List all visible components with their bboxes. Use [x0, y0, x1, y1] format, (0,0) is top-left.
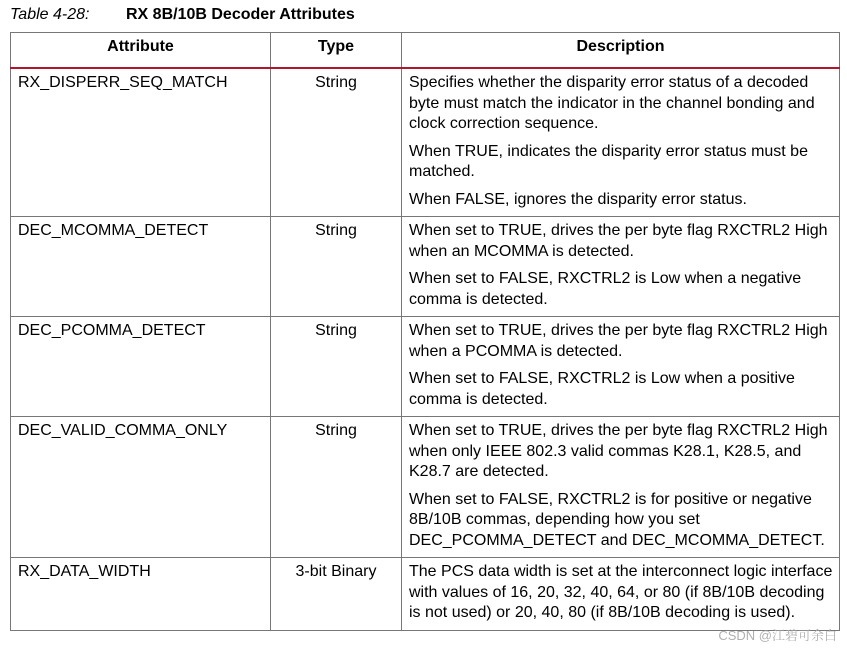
type-cell: String: [271, 68, 402, 217]
description-paragraph: When set to TRUE, drives the per byte flag RXCTRL2 High when only IEEE 802.3 valid commas K28.1, K28.5, and K28.7 are detected.: [409, 422, 828, 480]
attribute-cell: DEC_PCOMMA_DETECT: [11, 317, 271, 417]
attribute-cell: RX_DISPERR_SEQ_MATCH: [11, 68, 271, 217]
attribute-cell: DEC_VALID_COMMA_ONLY: [11, 417, 271, 558]
description-cell: [402, 68, 840, 217]
watermark-text: CSDN @江碧可余白: [718, 628, 837, 643]
description-paragraph: When set to TRUE, drives the per byte flag RXCTRL2 High when a PCOMMA is detected.: [409, 322, 828, 360]
description-cell: [402, 217, 840, 317]
type-cell: 3-bit Binary: [271, 558, 402, 631]
header-attribute: Attribute: [11, 33, 271, 69]
table-title: RX 8B/10B Decoder Attributes: [126, 6, 355, 23]
description-cell: [402, 558, 840, 631]
table-row: [11, 68, 840, 217]
description-paragraph: When set to FALSE, RXCTRL2 is Low when a positive comma is detected.: [409, 370, 795, 408]
attribute-cell: RX_DATA_WIDTH: [11, 558, 271, 631]
type-cell: String: [271, 217, 402, 317]
table-row: [11, 317, 840, 417]
table-row: [11, 558, 840, 631]
description-paragraph: The PCS data width is set at the interconnect logic interface with values of 16, 20, 32, 40, 64, or 80 (if 8B/10B decoding is not used) or 20, 40, 80 (if 8B/10B decoding is used).: [409, 563, 833, 621]
type-cell: String: [271, 417, 402, 558]
table-row: [11, 417, 840, 558]
description-paragraph: When set to FALSE, RXCTRL2 is for positive or negative 8B/10B commas, depending how you set DEC_PCOMMA_DETECT and DEC_MCOMMA_DETECT.: [409, 490, 825, 549]
description-paragraph: When FALSE, ignores the disparity error status.: [409, 190, 747, 208]
table-caption: [10, 4, 355, 26]
header-type: Type: [271, 33, 402, 69]
header-row: [11, 33, 840, 69]
description-paragraph: When set to TRUE, drives the per byte flag RXCTRL2 High when an MCOMMA is detected.: [409, 222, 828, 260]
header-description: Description: [402, 33, 840, 69]
attribute-cell: DEC_MCOMMA_DETECT: [11, 217, 271, 317]
table-row: [11, 217, 840, 317]
type-cell: String: [271, 317, 402, 417]
description-cell: [402, 417, 840, 558]
attributes-table: [10, 32, 840, 631]
description-paragraph: Specifies whether the disparity error status of a decoded byte must match the indicator in the channel bonding and clock correction sequence.: [409, 74, 815, 132]
description-cell: [402, 317, 840, 417]
description-paragraph: When TRUE, indicates the disparity error status must be matched.: [409, 142, 808, 180]
table-number: Table 4-28:: [10, 6, 90, 23]
description-paragraph: When set to FALSE, RXCTRL2 is Low when a negative comma is detected.: [409, 270, 802, 308]
